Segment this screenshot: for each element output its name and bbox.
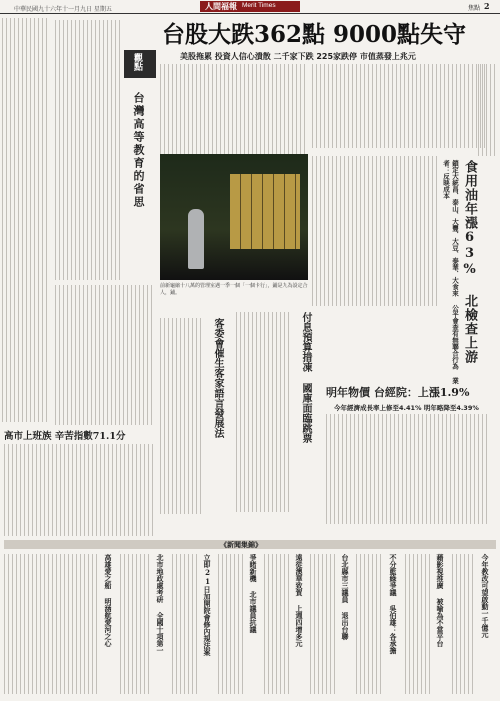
index-title: 高市上班族 辛苦指數71.1分 (4, 431, 126, 442)
lead-headline: 台股大跌362點 9000點失守 (162, 21, 467, 48)
brief-text (218, 554, 244, 694)
index-text (4, 444, 154, 536)
masthead: 人間福報 (205, 1, 237, 11)
brief-item: 遠從澳華致賀 上週四增多元 (295, 554, 304, 647)
brief-item: 立即21日加開院會修內規法案 (203, 554, 212, 656)
food-subtitle: 鎖定大統昌、泰山、大豐、大豆、泰華、大食來 公平會查有無聯合行為 業者：反映成本 (442, 160, 459, 384)
commentary-tag: 觀點 (132, 53, 142, 71)
top-rule (0, 13, 500, 14)
brief-text (120, 554, 150, 694)
brief-item: 今年教改可望啟動一千億元 (481, 554, 490, 638)
brief-text (310, 554, 336, 694)
brief-item: 爭睹新機 北市議員抗議 (249, 554, 258, 633)
brief-item: 藉影視推廣 被喻為不當平台 (436, 554, 445, 647)
brief-item: 高雄愛之船 明涵航愛河之心 (104, 554, 113, 647)
hakka-text (160, 318, 204, 514)
brief-text (452, 554, 476, 694)
lead-text-right (312, 64, 488, 148)
brief-text (172, 554, 198, 694)
brief-text (4, 554, 98, 694)
brief-item: 台北縣市三議員 退出台聯 (341, 554, 350, 640)
photo-caption: 前新龜縮十八萬的管理室遇一季一個「一個卡行」，鋪是九為設定合人，鋪。 (160, 283, 308, 296)
prices-text (326, 414, 488, 524)
photo-person (188, 209, 204, 269)
prices-title: 明年物價 台經院：上漲1.9% (326, 386, 470, 399)
commentary-title: 台灣高等教育的省思 (132, 92, 145, 209)
hakka-title: 客委會催生客家語言發展法 (212, 318, 223, 438)
food-text (312, 156, 438, 306)
photo-crates (230, 174, 300, 249)
brief-item: 北市地政處考研 全國十項第一 (156, 554, 165, 654)
brief-item: 不分藍綠爭議 吳伯雄：各承擔 (389, 554, 398, 654)
brief-text (405, 554, 431, 694)
budget-title: 付息預算措凍 國庫面臨跳票 (300, 312, 311, 443)
left-column-text (2, 18, 50, 422)
masthead-en: Merit Times (242, 2, 276, 9)
commentary-text-top (55, 20, 121, 280)
dateline: 中華民國九十六年十一月九日 星期五 (14, 6, 112, 13)
brief-text (356, 554, 384, 694)
commentary-text-bottom (55, 285, 155, 425)
prices-subtitle: 今年經濟成長率上修至4.41% 明年略降至4.39% (334, 404, 479, 412)
briefs-banner: 《新聞集錦》 (220, 540, 262, 549)
right-column-text (478, 64, 496, 156)
lead-photo (160, 154, 308, 280)
budget-text (236, 312, 292, 512)
brief-text (264, 554, 290, 694)
food-title: 食用油年漲63% 北檢查上游 (462, 160, 477, 364)
section-label: 焦點 (468, 5, 481, 12)
page-number: 2 (484, 1, 490, 11)
lead-subheadline: 美股拖累 投資人信心潰散 二千家下跌 225家跌停 市值蒸發上兆元 (180, 52, 416, 61)
